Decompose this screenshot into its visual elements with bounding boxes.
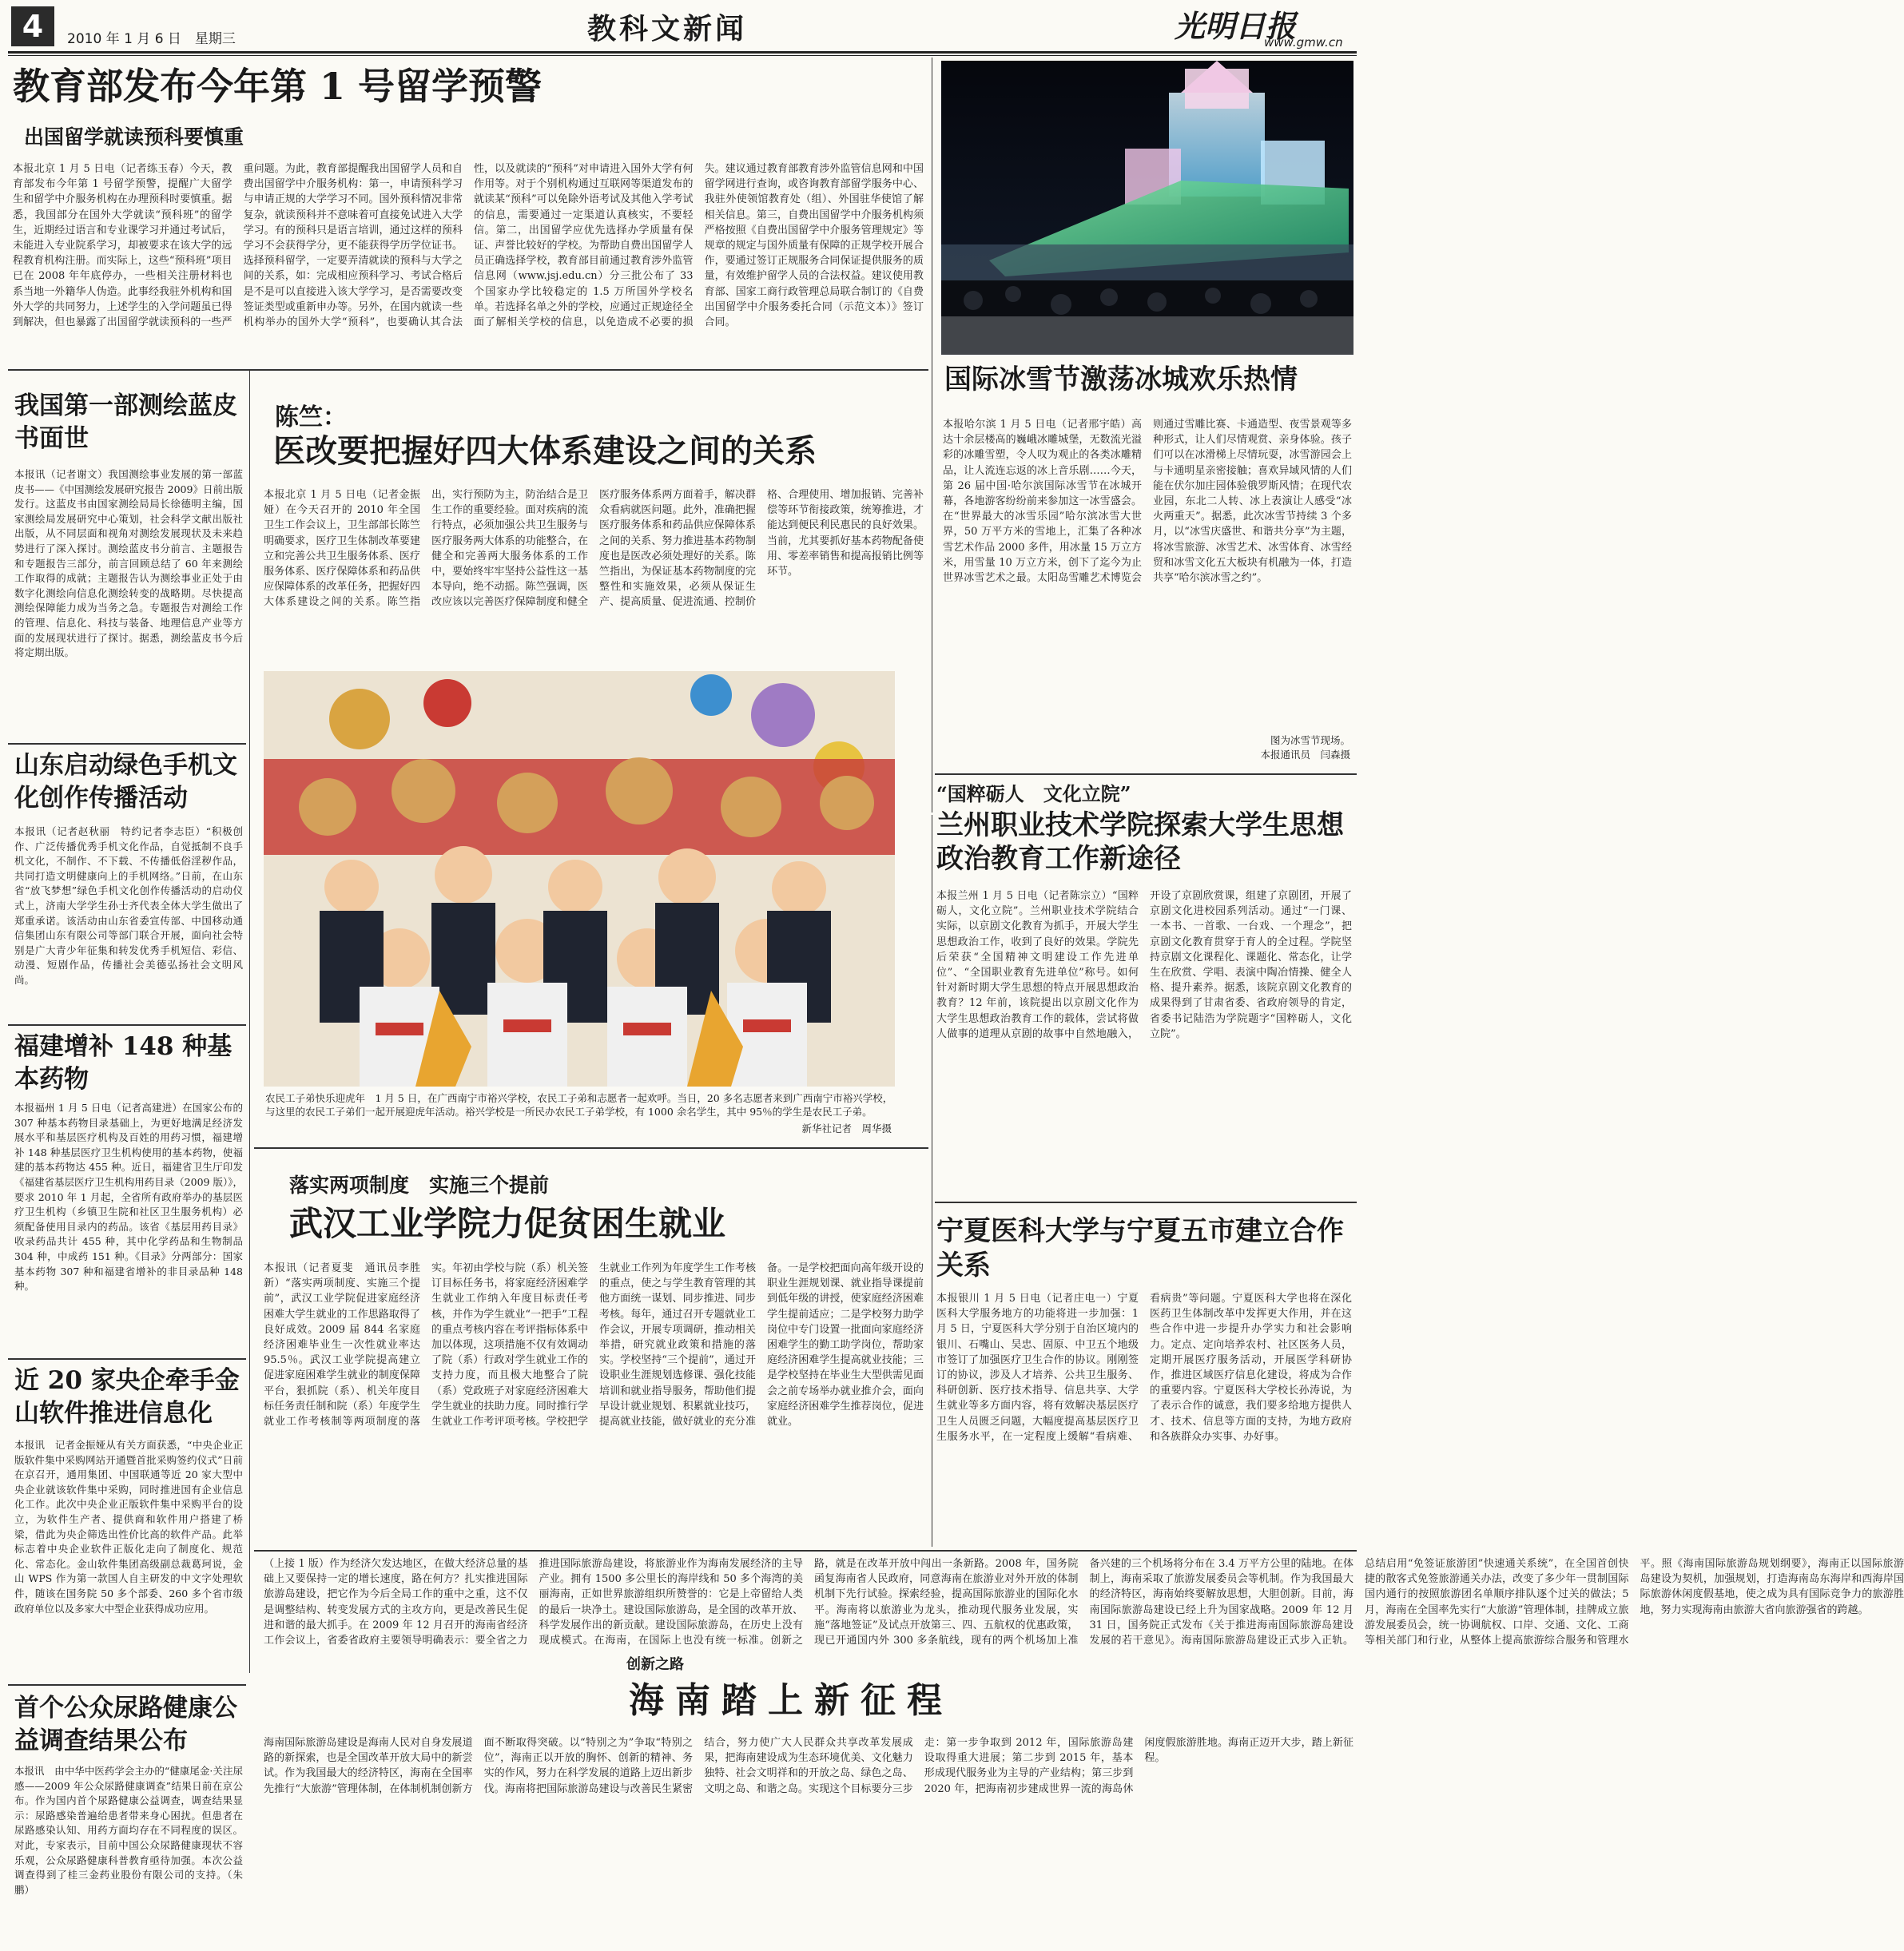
blue-book-headline: 我国第一部测绘蓝皮书面世	[14, 391, 237, 453]
shandong-headline: 山东启动绿色手机文化创作传播活动	[14, 751, 237, 813]
photo-caption: 农民工子弟快乐迎虎年 1 月 5 日，在广西南宁市裕兴学校，农民工子弟和志愿者一起欢呼。当日，20 多名志愿者来到广西南宁市裕兴学校，与这里的农民工子弟们一起开展迎虎年活动。裕兴学校是一所民办农民工子弟学校，有 1000 余名学生，其中 95％的学生是农民工子弟。	[265, 1092, 893, 1118]
masthead	[0, 0, 1365, 53]
section-rule	[254, 1550, 1357, 1552]
children-celebration-photo	[264, 671, 895, 1087]
ningxia-headline: 宁夏医科大学与宁夏五市建立合作关系	[936, 1215, 1344, 1281]
lanzhou-kicker: “国粹砺人 文化立院”	[936, 782, 1131, 805]
wuhan-kicker: 落实两项制度 实施三个提前	[289, 1174, 550, 1197]
newspaper-logo: 光明日报	[1175, 8, 1297, 44]
photo-credit: 新华社记者 周华摄	[801, 1123, 892, 1134]
issue-date: 2010 年 1 月 6 日 星期三	[67, 31, 236, 47]
hainan-body: （上接 1 版）作为经济欠发达地区，在做大经济总量的基础上又要保持一定的增长速度，路在何方？扎实推进国际旅游岛建设，把它作为今后全局工作的重中之重，这不仅是调整结构、转变发展方式的主攻方向，更是改善民生促进和谐的最大抓手。在 2009 年 12 月召开的海南省经济工作会议上，省委省政府主要领导明确表示：要全省之力推进国际旅游岛建设，将旅游业作为海南发展经济的主导产业。拥有 1500 多公里长的海岸线和 50 多个海湾的美丽海南，正如世界旅游组织所赞誉的：它是上帝留给人类的最后一块净土。建设国际旅游岛，是全国的改革开放、科学发展作出的新贡献。建设国际旅游岛，在历史上没有现成模式。在海南，在国际上也没有统一标准。创新之路，就是在改革开放中闯出一条新路。2008 年，国务院函复海南省人民政府，同意海南在旅游业对外开放的体制机制下先行试验。探索经验，提高国际旅游业的国际化水平。海南将以旅游业为龙头，推动现代服务业发展，实施“落地签证”及试点开放第三、四、五航权的优惠政策，现已开通国内外 300 多条航线，现有的两个机场加上准备兴建的三个机场将分布在 3.4 万平方公里的陆地。在体制上，海南采取了旅游发展委员会等机制。作为我国最大的经济特区，海南始终要解放思想，大胆创新。目前，海南国际旅游岛建设已经上升为国家战略。2009 年 12 月 31 日，国务院正式发布《关于推进海南国际旅游岛建设发展的若干意见》。海南国际旅游岛建设正式步入正轨。总结启用“免签证旅游团”快速通关系统”，在全国首创快捷的散客式免签旅游通关办法，改变了多少年一贯制国际国内通行的按照旅游团名单顺序排队逐个过关的做法；5 月，海南在全国率先实行“大旅游”管理体制，挂牌成立旅游发展委员会，统一协调航权、口岸、交通、文化、工商等相关部门和行业，从整体上提高旅游综合服务和管理水平。照《海南国际旅游岛规划纲要》，海南正以国际旅游岛建设为契机，加强规划，打造海南岛东海岸和西海岸国际旅游休闲度假基地，使之成为具有国际竞争力的旅游胜地，努力实现海南由旅游大省向旅游强省的跨越。	[264, 1558, 1904, 1647]
page-number: 4	[11, 6, 54, 46]
sidebar-rule	[8, 1024, 246, 1026]
shandong-body: 本报讯（记者赵秋丽 特约记者李志臣）“积极创作、广泛传播优秀手机文化作品，自觉抵制不良手机文化，不制作、不下载、不传播低俗淫秽作品，共同打造文明健康向上的手机网络。”日前，在山东省“放飞梦想”绿色手机文化创作传播活动的启动仪式上，济南大学学生孙士齐代表全体大学生做出了郑重承诺。该活动由山东省委宣传部、中国移动通信集团山东有限公司等部门联合开展，面向社会特别是广大青少年征集和转发优秀手机短信、彩信、动漫、短剧作品，传播社会美德弘扬社会文明风尚。	[14, 825, 243, 986]
wuhan-headline: 武汉工业学院力促贫困生就业	[289, 1204, 726, 1243]
ningxia-body: 本报银川 1 月 5 日电（记者庄电一）宁夏医科大学服务地方的功能将进一步加强：1 月 5 日，宁夏医科大学分别于自治区境内的银川、石嘴山、吴忠、固原、中卫五个地级市签订了加强医疗卫生合作的协议。刚刚签订的协议，涉及人才培养、公共卫生服务、科研创新、医疗技术指导、信息共享、大学生就业等多方面内容，将有效解决基层医疗卫生人员匮乏问题，大幅度提高基层医疗卫生服务水平，在一定程度上缓解“看病难、看病贵”等问题。宁夏医科大学也将在深化医药卫生体制改革中发挥更大作用，并在这些合作中进一步提升办学实力和社会影响力。定点、定向培养农村、社区医务人员，定期开展医疗服务活动，开展医学科研协作，推进区域医疗信息化建设，将成为合作的重要内容。宁夏医科大学校长孙涛说，为了表示合作的诚意，我们要多给地方提供人才、技术、信息等方面的支持，为地方政府和各族群众办实事、办好事。	[936, 1293, 1352, 1443]
sidebar-divider	[249, 371, 250, 1673]
urine-survey-headline: 首个公众尿路健康公益调查结果公布	[14, 1694, 237, 1755]
ice-festival-photo-caption: 图为冰雪节现场。	[1270, 734, 1350, 746]
section-rule	[935, 1202, 1357, 1203]
medical-reform-kicker: 陈竺：	[275, 403, 347, 431]
hainan-subhead: 创新之路	[626, 1656, 684, 1673]
lead-subheadline: 出国留学就读预科要慎重	[24, 125, 244, 149]
section-rule	[254, 1147, 928, 1149]
ice-festival-photo	[941, 61, 1353, 355]
medical-reform-headline: 医改要把握好四大体系建设之间的关系	[273, 432, 817, 470]
sidebar-rule	[8, 743, 246, 745]
sidebar-rule	[8, 1358, 246, 1360]
lanzhou-headline: 兰州职业技术学院探索大学生思想政治教育工作新途径	[936, 809, 1344, 875]
ice-festival-body: 本报哈尔滨 1 月 5 日电（记者邢宇皓）高达十余层楼高的巍峨冰雕城堡，无数流光溢彩的冰雕雪塑，令人叹为观止的各类冰雕精品，让人流连忘返的冰上音乐剧……今天，第 26 届中国·哈尔滨国际冰雪节在冰城开幕，各地游客纷纷前来参加这一冰雪盛会。在“世界最大的冰雪乐园”哈尔滨冰雪大世界，50 万平方米的雪地上，汇集了各种冰雪艺术作品 2000 多件，用冰量 15 万立方米，用雪量 10 万立方米，创下了迄今为止世界冰雪艺术之最。太阳岛雪雕艺术博览会则通过雪雕比赛、卡通造型、夜雪景观等多种形式，让人们尽情观赏、亲身体验。孩子们可以在冰滑梯上尽情玩耍，冰雪游园会上与卡通明星亲密接触；喜欢异域风情的人们能在伏尔加庄园体验俄罗斯风情；在现代农业园，东北二人转、冰上表演让人感受“冰火两重天”。据悉，此次冰雪节持续 3 个多月，以“冰雪庆盛世、和谐共分享”为主题，将冰雪旅游、冰雪艺术、冰雪体育、冰雪经贸和冰雪文化五大板块有机融为一体，打造共享“哈尔滨冰雪之约”。	[943, 419, 1352, 585]
software-headline: 近 20 家央企牵手金山软件推进信息化	[14, 1366, 240, 1428]
lead-body: 本报北京 1 月 5 日电（记者练玉春）今天，教育部发布今年第 1 号留学预警，提醒广大留学生和留学中介服务机构在办理预科时要慎重。据悉，我国部分在国外大学就读“预科班”的留学生，近期经过语言和专业课学习并通过考试后，未能进入专业院系学习，却被要求在该大学的远程教育机构注册。而实际上，这些“预科班”项目已在 2008 年年底停办，一些相关注册材料也系当地一外籍华人伪造。此事经我驻外机构和国外大学的共同努力，上述学生的入学问题虽已得到解决，但也暴露了出国留学就读预科的一些严重问题。为此，教育部提醒我出国留学人员和自费出国留学中介服务机构：第一，申请预科学习与申请正规的大学学习不同。国外预科情况非常复杂，就读预科并不意味着可直接免试进入大学学习。有的预科只是语言培训，通过这样的预科学习不会获得学分，更不能获得学历学位证书。选择预科留学，一定要弄清就读的预科与大学之间的关系，如：完成相应预科学习、考试合格后是不是可以直接进入该大学学习，是否需要改变签证类型或重新申办等。另外，在国内就读一些机构举办的国外大学“预科”，也要确认其合法性，以及就读的“预科”对申请进入国外大学有何作用等。对于个别机构通过互联网等渠道发布的就读某“预科”可以免除外语考试及其他入学考试的信息，需要通过一定渠道认真核实，不要轻信。第二，出国留学应优先选择办学质量有保证、声誉比较好的学校。为帮助自费出国留学人员正确选择学校，教育部目前通过教育涉外监管信息网（www.jsj.edu.cn）分三批公布了 33 个国家办学比较稳定的 1.5 万所国外学校名单。若选择名单之外的学校，应通过正规途径全面了解相关学校的信息，以免造成不必要的损失。建议通过教育部教育涉外监管信息网和中国留学网进行查询，或咨询教育部留学服务中心、我驻外使领馆教育处（组）、外国驻华使馆了解相关信息。第三，自费出国留学中介服务机构须严格按照《自费出国留学中介服务管理规定》等规章的规定与国外质量有保障的正规学校开展合作，要通过签订正规服务合同保证提供服务的质量，有效维护留学人员的合法权益。建议使用教育部、国家工商行政管理总局联合制订的《自费出国留学中介服务委托合同（示范文本）》签订合同。	[13, 163, 924, 329]
medical-reform-body: 本报北京 1 月 5 日电（记者金振娅）在今天召开的 2010 年全国卫生工作会议上，卫生部部长陈竺明确要求，医疗卫生体制改革要建立和完善公共卫生服务体系、医疗服务体系、医疗保障体系和药品供应保障体系的改革任务，把握好四大体系建设之间的关系。陈竺指出，实行预防为主，防治结合是卫生工作的重要经验。面对疾病的流行特点，必须加强公共卫生服务与医疗服务两大体系的功能整合，在健全和完善两大服务体系的工作中，要始终牢牢坚持公益性这一基本导向，绝不动摇。陈竺强调，医改应该以完善医疗保障制度和健全医疗服务体系两方面着手，解决群众看病就医问题。此外，准确把握医疗服务体系和药品供应保障体系之间的关系、努力推进基本药物制度也是医改必须处理好的关系。陈竺指出，为保证基本药物制度的完整性和实施效果，必须从保证生产、提高质量、促进流通、控制价格、合理使用、增加报销、完善补偿等环节衔接政策，统筹推进，才能达到便民利民惠民的良好效果。当前，尤其要抓好基本药物配备使用、零差率销售和提高报销比例等环节。	[264, 489, 924, 609]
lanzhou-body: 本报兰州 1 月 5 日电（记者陈宗立）“国粹砺人，文化立院”。兰州职业技术学院结合实际，以京剧文化教育为抓手，开展大学生思想政治工作，收到了良好的效果。学院先后荣获“全国精神文明建设工作先进单位”、“全国职业教育先进单位”称号。如何针对新时期大学生思想的特点开展思想政治教育？12 年前，该院提出以京剧文化作为大学生思想政治教育工作的载体，尝试将做人做事的道理从京剧的故事中自然地融入，开设了京剧欣赏课，组建了京剧团，开展了京剧文化进校园系列活动。通过“一门课、一本书、一首歌、一台戏、一个理念”，把京剧文化教育贯穿于育人的全过程。学院坚持京剧文化课程化、课题化、常态化，让学生在欣赏、学唱、表演中陶冶情操、健全人格、提升素养。据悉，该院京剧文化教育的成果得到了甘肃省委、省政府领导的肯定，省委书记陆浩为学院题字“国粹砺人，文化立院”。	[936, 890, 1352, 1040]
wuhan-body: 本报讯（记者夏斐 通讯员李胜新）“落实两项制度、实施三个提前”，武汉工业学院促进家庭经济困难大学生就业的工作思路取得了良好成效。2009 届 844 名家庭经济困难毕业生一次性就业率达 95.5％。武汉工业学院提高建立促进家庭困难学生就业的制度保障平台，狠抓院（系）、机关年度目标任务责任制和院（系）年度学生就业工作考核制等两项制度的落实。年初由学校与院（系）机关签订目标任务书，将家庭经济困难学生就业工作纳入年度目标责任考核，并作为学生就业“一把手”工程的重点考核内容在考评指标体系中加以体现，这项措施不仅有效调动了院（系）行政对学生就业工作的支持力度，而且极大地整合了院（系）党政班子对家庭经济困难大学生就业的扶助力度。同时推行学生就业工作考评项考核。学校把学生就业工作列为年度学生工作考核的重点，使之与学生教育管理的其他方面统一谋划、同步推进、同步考核。每年，通过召开专题就业工作会议，开展专项调研，推动相关举措，研究就业政策和措施的落实。学校坚持“三个提前”，通过开设职业生涯规划选修课、强化技能培训和就业指导服务，帮助他们提早设计就业规划、积累就业技巧，提高就业技能，做好就业的充分准备。一是学校把面向高年级开设的职业生涯规划课、就业指导课提前到低年级的讲授，使家庭经济困难学生提前适应；二是学校努力助学岗位中专门设置一批面向家庭经济困难学生的勤工助学岗位，帮助家庭经济困难学生提高就业技能；三是学校坚持在毕业生大型供需见面会之前专场举办就业推介会，面向家庭经济困难学生推荐岗位，促进就业。	[264, 1262, 924, 1428]
fujian-headline: 福建增补 148 种基本药物	[14, 1032, 233, 1094]
blue-book-body: 本报讯（记者谢文）我国测绘事业发展的第一部蓝皮书——《中国测绘发展研究报告 2009》日前出版发行。这蓝皮书由国家测绘局局长徐德明主编，国家测绘局发展研究中心策划，社会科学文献出版社出版，从不同层面和视角对测绘发展现状及未来趋势进行了深入探讨。测绘蓝皮书分前言、主题报告和专题报告三部分，前言回顾总结了 60 年来测绘工作取得的成就；主题报告认为测绘事业正处于由数字化测绘向信息化测绘转变的战略期。尽快提高测绘保障能力成为当务之急。专题报告对测绘工作的管理、信息化、科技与装备、地理信息产业等方面的发展现状进行了探讨。据悉，测绘蓝皮书今后将定期出版。	[14, 468, 243, 659]
ice-festival-headline: 国际冰雪节激荡冰城欢乐热情	[944, 364, 1298, 395]
urine-survey-body: 本报讯 由中华中医药学会主办的“健康尾金·关注尿感——2009 年公众尿路健康调查”结果日前在京公布。作为国内首个尿路健康公益调查，调查结果显示：尿路感染普遍给患者带来身心困扰。但患者在尿路感染认知、用药方面均存在不同程度的误区。对此，专家表示，目前中国公众尿路健康现状不容乐观，公众尿路健康科普教育亟待加强。本次公益调查得到了桂三金药业股份有限公司的支持。（朱鹏）	[14, 1765, 243, 1896]
website-url[interactable]: www.gmw.cn	[1264, 35, 1343, 50]
masthead-rule-thin	[8, 55, 1357, 56]
hainan-headline: 海南踏上新征程	[615, 1676, 967, 1726]
section-rule	[8, 369, 928, 371]
lead-headline: 教育部发布今年第 1 号留学预警	[13, 65, 543, 108]
software-body: 本报讯 记者金振娅从有关方面获悉，“中央企业正版软件集中采购网站开通暨首批采购签约仪式”日前在京召开，通用集团、中国联通等近 20 家大型中央企业就该软件集中采购，同时推进国有企业信息化工作。此次中央企业正版软件集中采购平台的设立，为软件生产者、提供商和软件用户搭建了桥梁，借此为央企筛选出性价比高的软件产品。此举标志着中央企业软件正版化走向了制度化、规范化、常态化。金山软件集团高级副总裁葛珂说，金山 WPS 作为第一款国人自主研发的中文字处理软件，随该在国务院 50 多个部委、260 多个省市级政府单位以及多家大中型企业获得成功应用。	[14, 1439, 243, 1615]
sidebar-rule	[8, 1684, 246, 1686]
section-rule	[935, 773, 1357, 775]
ice-festival-byline: 本报通讯员 闫森摄	[1260, 749, 1350, 761]
fujian-body: 本报福州 1 月 5 日电（记者高建进）在国家公布的 307 种基本药物目录基础上，为更好地满足经济发展水平和基层医疗机构及百姓的用药习惯，福建增补 148 种基层医疗卫生机构使用的基本药物，使福建的基本药物达 455 种。近日，福建省卫生厅印发《福建省基层医疗卫生机构用药目录（2009 版）》，要求 2010 年 1 月起，全省所有政府举办的基层医疗卫生机构（乡镇卫生院和社区卫生服务机构）必须配备使用目录内的药品。该省《基层用药目录》收录药品共计 455 种，其中化学药品和生物制品 304 种，中成药 151 种。《目录》分两部分：国家基本药物 307 种和福建省增补的非目录品种 148 种。	[14, 1102, 243, 1293]
section-title: 教科文新闻	[587, 13, 748, 46]
hainan-body-continued: 海南国际旅游岛建设是海南人民对自身发展道路的新探索，也是全国改革开放大局中的新尝试。作为我国最大的经济特区，海南在全国率先推行“大旅游”管理体制，在体制机制创新方面不断取得突破。以“特别之为”争取“特别之位”，海南正以开放的胸怀、创新的精神、务实的作风，努力在科学发展的道路上迈出新步伐。海南将把国际旅游岛建设与改善民生紧密结合，努力使广大人民群众共享改革发展成果，把海南建设成为生态环境优美、文化魅力独特、社会文明祥和的开放之岛、绿色之岛、文明之岛、和谐之岛。实现这个目标要分三步走：第一步争取到 2012 年，国际旅游岛建设取得重大进展；第二步到 2015 年，基本形成现代服务业为主导的产业结构；第三步到 2020 年，把海南初步建成世界一流的海岛休闲度假旅游胜地。海南正迈开大步，踏上新征程。	[264, 1737, 1353, 1795]
masthead-rule	[8, 51, 1357, 54]
